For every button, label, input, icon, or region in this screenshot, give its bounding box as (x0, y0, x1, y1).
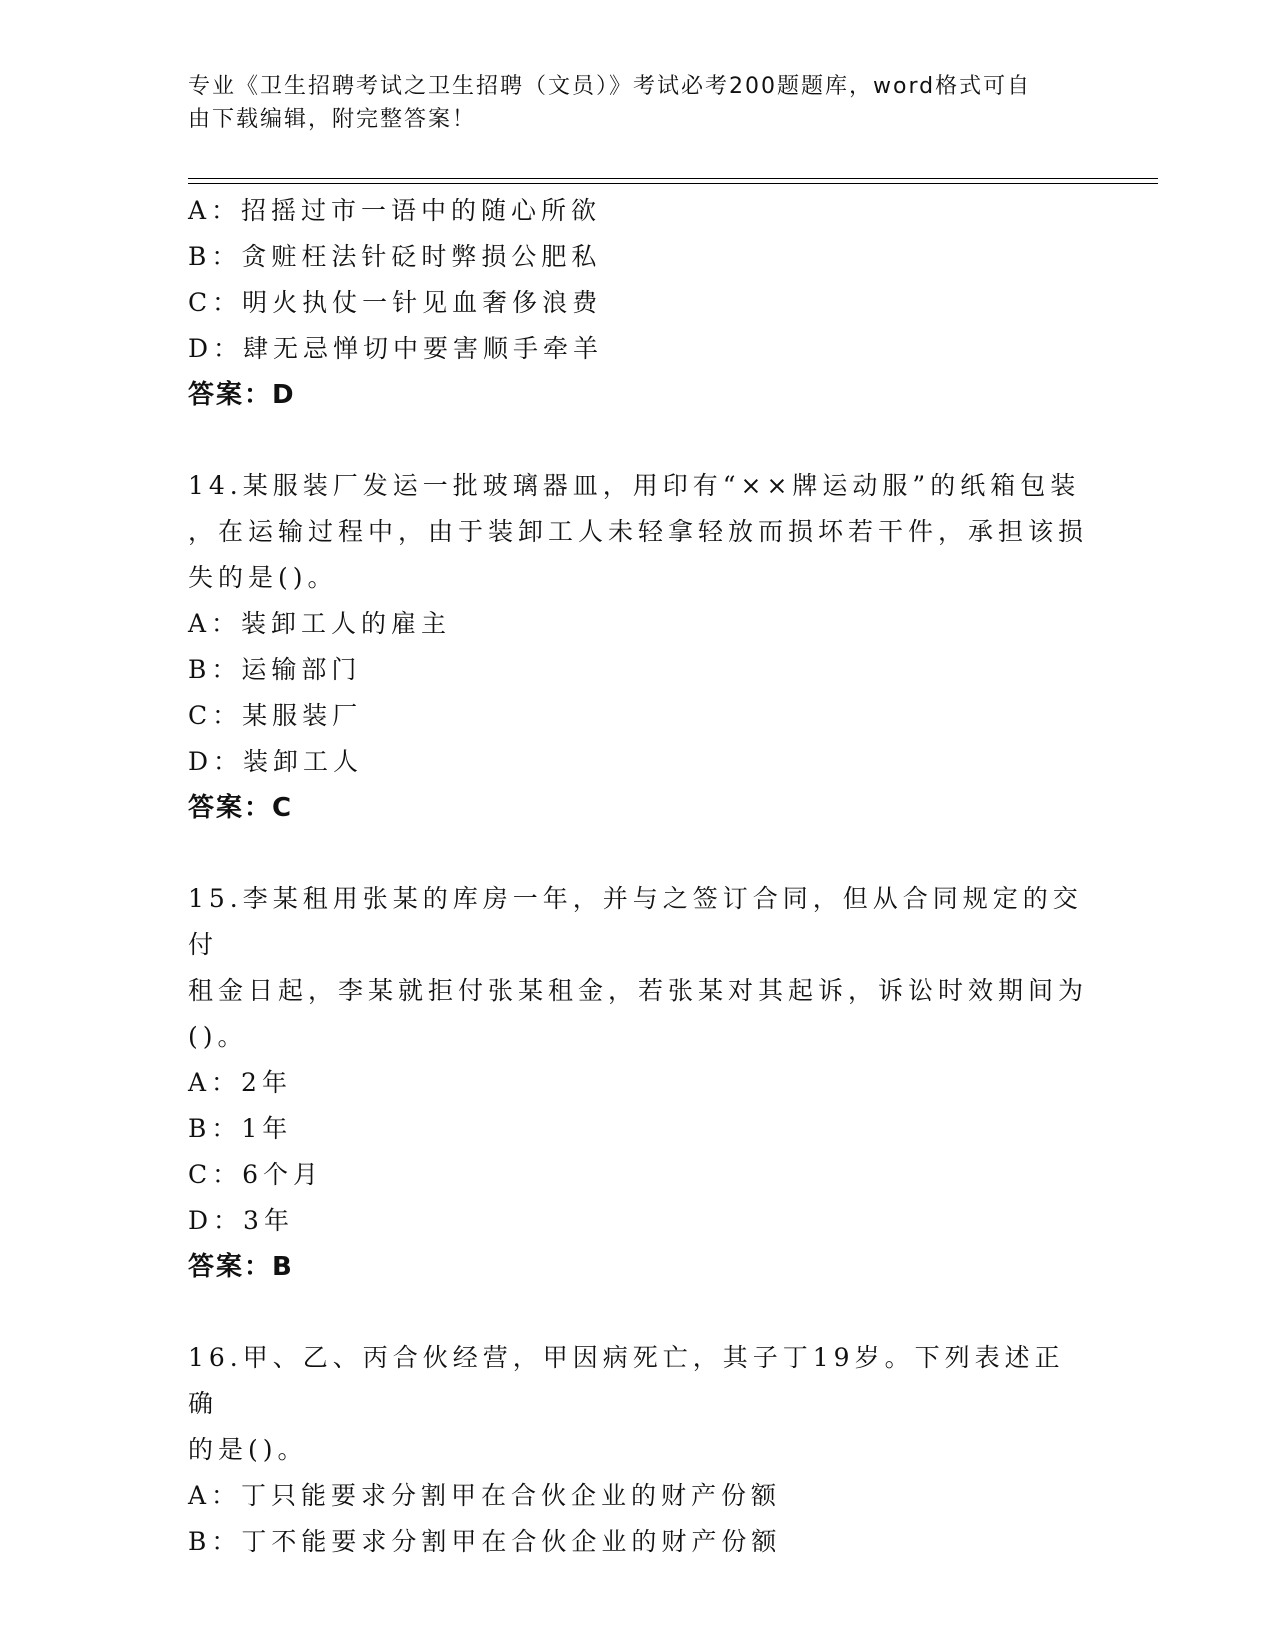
option-c: C：明火执仗一针见血奢侈浪费 (188, 288, 603, 317)
question-14 (188, 463, 1088, 831)
question-text-line: ()。 (188, 1022, 248, 1051)
question-15 (188, 876, 1088, 1290)
option-a: A：2年 (188, 1068, 292, 1097)
option-c: C：某服装厂 (188, 701, 363, 730)
header-divider-top (188, 178, 1158, 179)
option-c: C：6个月 (188, 1160, 324, 1189)
option-a: A：招摇过市一语中的随心所欲 (188, 196, 602, 225)
question-text-line: 的是()。 (188, 1435, 308, 1464)
option-b: B：1年 (188, 1114, 293, 1143)
question-text-line: 14.某服装厂发运一批玻璃器皿，用印有“××牌运动服”的纸箱包装 (188, 471, 1081, 500)
question-text-line: 16.甲、乙、丙合伙经营，甲因病死亡，其子丁19岁。下列表述正确 (188, 1343, 1065, 1418)
question-13-continued (188, 188, 1088, 418)
header-line-2: 由下载编辑，附完整答案！ (188, 107, 477, 132)
option-b: B：贪赃枉法针砭时弊损公肥私 (188, 242, 602, 271)
question-text-line: ，在运输过程中，由于装卸工人未轻拿轻放而损坏若干件，承担该损 (188, 517, 1089, 546)
option-b: B：丁不能要求分割甲在合伙企业的财产份额 (188, 1527, 782, 1556)
answer: 答案：D (188, 380, 296, 410)
option-b: B：运输部门 (188, 655, 362, 684)
question-16 (188, 1335, 1088, 1565)
answer: 答案：C (188, 793, 294, 823)
option-d: D：装卸工人 (188, 747, 364, 776)
answer: 答案：B (188, 1252, 294, 1282)
header-divider-bottom (188, 183, 1158, 184)
option-a: A：丁只能要求分割甲在合伙企业的财产份额 (188, 1481, 782, 1510)
question-text-line: 15.李某租用张某的库房一年，并与之签订合同，但从合同规定的交付 (188, 884, 1083, 959)
option-d: D：肆无忌惮切中要害顺手牵羊 (188, 334, 604, 363)
question-text-line: 失的是()。 (188, 563, 338, 592)
question-text-line: 租金日起，李某就拒付张某租金，若张某对其起诉，诉讼时效期间为 (188, 976, 1089, 1005)
header-line-1: 专业《卫生招聘考试之卫生招聘（文员）》考试必考200题题库，word格式可自 (188, 74, 1032, 99)
option-a: A：装卸工人的雇主 (188, 609, 452, 638)
option-d: D：3年 (188, 1206, 294, 1235)
page-header (188, 70, 1068, 136)
question-list (188, 188, 1088, 1565)
